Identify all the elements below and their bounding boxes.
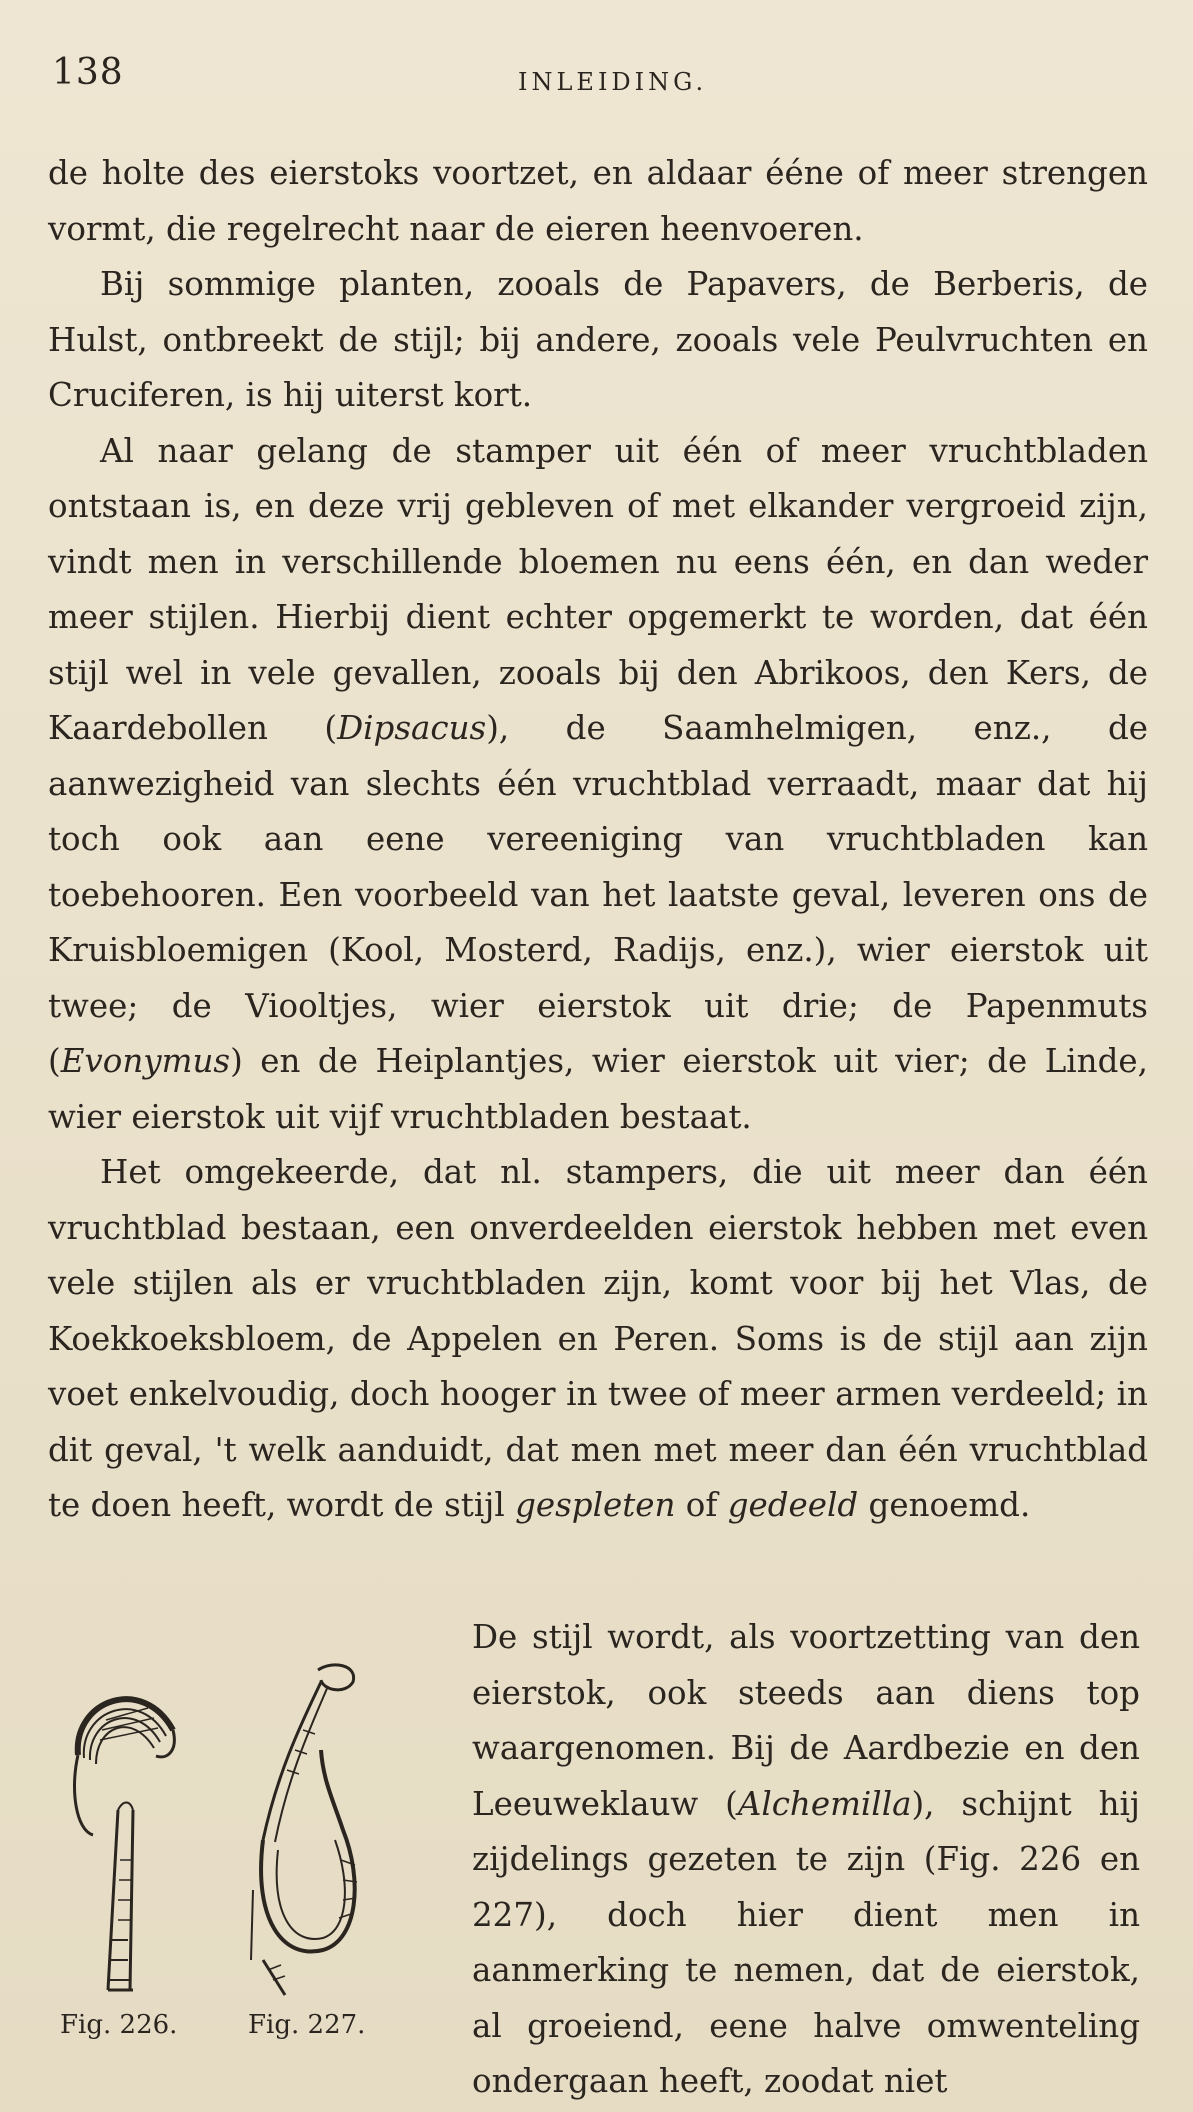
body-text [48, 146, 1148, 1534]
figure-side-paragraph [420, 1610, 1140, 2110]
page-number: 138 [52, 52, 124, 93]
paragraph-4: Het omgekeerde, dat nl. stampers, die uit meer dan één vruchtblad bestaan, een onverdeelden eierstok hebben met even vele stijlen als er vruchtbladen zijn, komt voor bij het Vlas, de Koekkoeksbloem, de Appelen en Peren. Soms is de stijl aan zijn voet enkelvoudig, doch hooger in twee of meer armen verdeeld; in dit geval, 't welk aanduidt, dat men met meer dan één vruchtblad te doen heeft, wordt de stijl gespleten of gedeeld genoemd. [48, 1153, 1148, 1524]
figure-226-illustration [48, 1660, 198, 2000]
figure-226-caption: Fig. 226. [60, 2010, 178, 2040]
paragraph-1: de holte des eierstoks voortzet, en aldaar ééne of meer strengen vormt, die regelrecht naar de eieren heenvoeren. [48, 154, 1148, 248]
running-head: INLEIDING. [518, 68, 708, 96]
paragraph-2: Bij sommige planten, zooals de Papavers, de Berberis, de Hulst, ontbreekt de stijl; bij andere, zooals vele Peulvruchten en Cruciferen, is hij uiterst kort. [48, 265, 1148, 414]
figure-area [48, 1610, 1148, 2100]
paragraph-3: Al naar gelang de stamper uit één of meer vruchtbladen ontstaan is, en deze vrij gebleven of met elkander vergroeid zijn, vindt men in verschillende bloemen nu eens één, en dan weder meer stijlen. Hierbij dient echter opgemerkt te worden, dat één stijl wel in vele gevallen, zooals bij den Abrikoos, den Kers, de Kaardebollen (Dipsacus), de Saamhelmigen, enz., de aanwezigheid van slechts één vruchtblad verraadt, maar dat hij toch ook aan eene vereeniging van vruchtbladen kan toebehooren. Een voorbeeld van het laatste geval, leveren ons de Kruisbloemigen (Kool, Mosterd, Radijs, enz.), wier eierstok uit twee; de Viooltjes, wier eierstok uit drie; de Papenmuts (Evonymus) en de Heiplantjes, wier eierstok uit vier; de Linde, wier eierstok uit vijf vruchtbladen bestaat. [48, 431, 1148, 1136]
figure-227-caption: Fig. 227. [248, 2010, 366, 2040]
figure-227-illustration [223, 1660, 393, 2000]
figure-paragraph-text: De stijl wordt, als voortzetting van den eierstok, ook steeds aan diens top waargenomen. Bij de Aardbezie en den Leeuweklauw (Alchemilla), schijnt hij zijdelings gezeten te zijn (Fig. 226 en 227), doch hier dient men in aanmerking te nemen, dat de eierstok, al groeiend, eene halve omwenteling ondergaan heeft, zoodat niet [472, 1618, 1140, 2100]
